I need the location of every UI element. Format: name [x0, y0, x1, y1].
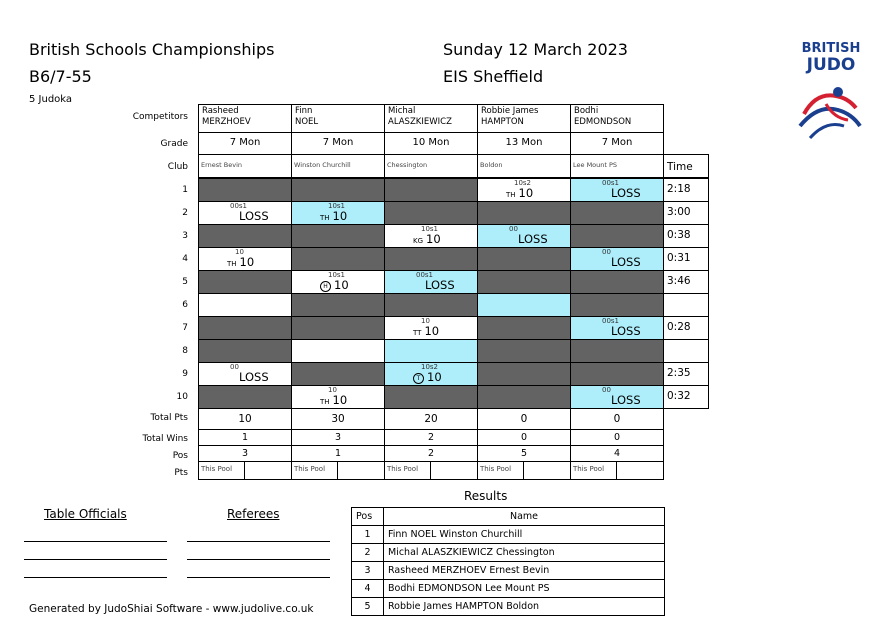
match-cell: [198, 316, 292, 340]
match-cell: [198, 293, 292, 317]
match-cell: [291, 362, 385, 386]
results-row: [352, 562, 665, 580]
competitor-last-name: HAMPTON: [481, 117, 524, 127]
match-result: [239, 209, 269, 223]
total-pts-value: 0: [570, 408, 664, 430]
match-time: 0:32: [663, 385, 709, 409]
technique-tag: TH: [320, 214, 330, 222]
match-cell: [291, 224, 385, 248]
match-cell: [570, 270, 664, 294]
match-cell: [570, 201, 664, 225]
competitor-grade: 7 Mon: [570, 132, 664, 155]
match-number: 10: [176, 392, 188, 402]
technique-tag: TH: [320, 398, 330, 406]
position-value: 5: [477, 445, 571, 462]
results-name: Rasheed MERZHOEV Ernest Bevin: [384, 562, 665, 580]
grade-label: Grade: [160, 139, 188, 149]
match-cell: [198, 362, 292, 386]
match-cell: [198, 339, 292, 363]
result-value: 10: [424, 324, 440, 338]
match-cell: [477, 270, 571, 294]
match-result: [506, 186, 533, 200]
match-cell: [477, 339, 571, 363]
match-cell: [384, 316, 478, 340]
match-score-detail: 10: [235, 248, 244, 256]
this-pool-cell: This Pool: [570, 461, 617, 480]
technique-tag: TH: [227, 260, 237, 268]
result-value: 10: [332, 209, 348, 223]
match-cell: [198, 224, 292, 248]
match-cell: [570, 293, 664, 317]
results-name: Bodhi EDMONDSON Lee Mount PS: [384, 580, 665, 598]
total-pts-value: 20: [384, 408, 478, 430]
competitor-name-cell: [198, 104, 292, 133]
footer-credit: Generated by JudoShiai Software - www.judolive.co.uk: [29, 603, 314, 615]
total-wins-label: Total Wins: [142, 434, 188, 444]
time-header: Time: [663, 154, 709, 178]
match-score-detail: 00s1: [602, 179, 620, 187]
match-result: [518, 232, 548, 246]
match-cell: [291, 178, 385, 202]
competitor-first-name: Finn: [295, 106, 313, 116]
match-cell: [291, 316, 385, 340]
match-cell: [384, 385, 478, 409]
match-number: 7: [182, 323, 188, 333]
result-value: 10: [427, 370, 442, 384]
match-number: 3: [182, 231, 188, 241]
results-pos: 1: [352, 526, 384, 544]
match-cell: [291, 293, 385, 317]
match-score-detail: 10s2: [514, 179, 532, 187]
result-value: 10: [332, 393, 348, 407]
match-result: [239, 370, 269, 384]
match-cell: [570, 339, 664, 363]
match-cell: [570, 316, 664, 340]
match-cell: [198, 270, 292, 294]
competitor-first-name: Robbie James: [481, 106, 539, 116]
match-cell: [291, 385, 385, 409]
total-pts-value: 0: [477, 408, 571, 430]
match-score-detail: 10: [421, 317, 430, 325]
result-value: LOSS: [611, 255, 641, 269]
match-cell: [570, 178, 664, 202]
competitor-first-name: Rasheed: [202, 106, 239, 116]
result-value: LOSS: [239, 370, 269, 384]
logo-line1: BRITISH: [801, 41, 861, 56]
competitor-club: Boldon: [477, 154, 571, 178]
event-venue: EIS Sheffield: [443, 67, 544, 86]
pos-label: Pos: [172, 451, 188, 461]
match-result: [320, 278, 349, 292]
match-cell: [291, 201, 385, 225]
competitor-name-cell: [570, 104, 664, 133]
competitor-name-cell: [477, 104, 571, 133]
match-number: 4: [182, 254, 188, 264]
match-score-detail: 10s1: [328, 202, 346, 210]
competitor-grade: 10 Mon: [384, 132, 478, 155]
competitor-grade: 7 Mon: [291, 132, 385, 155]
match-cell: [384, 247, 478, 271]
match-number: 1: [182, 185, 188, 195]
match-cell: [477, 178, 571, 202]
position-value: 4: [570, 445, 664, 462]
match-result: [611, 186, 641, 200]
match-cell: [384, 270, 478, 294]
match-cell: [477, 247, 571, 271]
match-result: [413, 324, 439, 338]
match-time: 0:38: [663, 224, 709, 248]
match-number: 6: [182, 300, 188, 310]
results-row: [352, 526, 665, 544]
competitor-first-name: Bodhi: [574, 106, 599, 116]
competitor-last-name: ALASZKIEWICZ: [388, 117, 452, 127]
match-cell: [198, 201, 292, 225]
competitor-name-cell: [291, 104, 385, 133]
results-pos: 3: [352, 562, 384, 580]
result-value: 10: [518, 186, 534, 200]
judo-figure-icon: [796, 74, 866, 146]
technique-tag: TT: [413, 329, 422, 337]
match-cell: [477, 224, 571, 248]
pool-points-cell: [523, 461, 571, 480]
match-time: 3:46: [663, 270, 709, 294]
result-value: LOSS: [518, 232, 548, 246]
results-name-header: Name: [384, 508, 665, 526]
match-number: 8: [182, 346, 188, 356]
competitor-last-name: MERZHOEV: [202, 117, 251, 127]
total-pts-value: 10: [198, 408, 292, 430]
match-time: [663, 293, 709, 317]
pool-points-cell: [244, 461, 292, 480]
competitor-club: Winston Churchill: [291, 154, 385, 178]
result-value: LOSS: [611, 186, 641, 200]
match-cell: [477, 201, 571, 225]
total-wins-value: 3: [291, 429, 385, 446]
results-header-row: [352, 508, 665, 526]
result-value: 10: [426, 232, 441, 246]
competitor-club: Lee Mount PS: [570, 154, 664, 178]
match-cell: [198, 178, 292, 202]
technique-tag: TH: [506, 191, 516, 199]
club-label: Club: [167, 162, 188, 172]
pool-points-cell: [616, 461, 664, 480]
match-result: [320, 209, 347, 223]
competitor-name-cell: [384, 104, 478, 133]
total-wins-value: 0: [477, 429, 571, 446]
match-time: 2:35: [663, 362, 709, 386]
results-name: Michal ALASZKIEWICZ Chessington: [384, 544, 665, 562]
match-result: [413, 232, 441, 246]
judoka-count: 5 Judoka: [29, 94, 73, 105]
match-time: 2:18: [663, 178, 709, 202]
result-value: LOSS: [425, 278, 455, 292]
match-cell: [384, 178, 478, 202]
match-result: [425, 278, 455, 292]
table-official-line: [24, 541, 167, 542]
technique-circle-icon: T: [413, 373, 424, 384]
match-cell: [570, 385, 664, 409]
pool-points-cell: [337, 461, 385, 480]
match-score-detail: 00s1: [602, 317, 620, 325]
match-result: [320, 393, 347, 407]
referees-label: Referees: [227, 507, 280, 521]
match-result: [611, 393, 641, 407]
match-score-detail: 00: [509, 225, 518, 233]
match-cell: [477, 362, 571, 386]
match-cell: [477, 293, 571, 317]
match-time: 0:28: [663, 316, 709, 340]
total-wins-value: 0: [570, 429, 664, 446]
position-value: 2: [384, 445, 478, 462]
match-cell: [198, 385, 292, 409]
match-cell: [384, 339, 478, 363]
results-pos-header: Pos: [352, 508, 384, 526]
results-row: [352, 598, 665, 616]
match-cell: [477, 316, 571, 340]
match-result: [227, 255, 254, 269]
result-value: LOSS: [239, 209, 269, 223]
this-pool-cell: This Pool: [477, 461, 524, 480]
competitors-label: Competitors: [132, 112, 188, 122]
results-name: Robbie James HAMPTON Boldon: [384, 598, 665, 616]
match-result: [611, 324, 641, 338]
this-pool-cell: This Pool: [291, 461, 338, 480]
pool-points-cell: [430, 461, 478, 480]
match-cell: [384, 224, 478, 248]
result-value: LOSS: [611, 393, 641, 407]
results-pos: 5: [352, 598, 384, 616]
match-number: 2: [182, 208, 188, 218]
result-value: LOSS: [611, 324, 641, 338]
match-score-detail: 00: [602, 386, 611, 394]
pts-label: Pts: [174, 468, 188, 478]
match-score-detail: 10s1: [328, 271, 346, 279]
results-table: [351, 507, 665, 616]
referee-line: [187, 541, 330, 542]
results-row: [352, 580, 665, 598]
result-value: 10: [239, 255, 255, 269]
results-pos: 2: [352, 544, 384, 562]
this-pool-cell: This Pool: [384, 461, 431, 480]
technique-tag: KG: [413, 237, 424, 245]
competitor-club: Ernest Bevin: [198, 154, 292, 178]
total-wins-value: 2: [384, 429, 478, 446]
competitor-last-name: NOEL: [295, 117, 319, 127]
technique-circle-icon: H: [320, 281, 331, 292]
match-score-detail: 00s1: [230, 202, 248, 210]
total-wins-value: 1: [198, 429, 292, 446]
match-number: 5: [182, 277, 188, 287]
match-score-detail: 10s1: [421, 225, 439, 233]
match-score-detail: 00s1: [416, 271, 434, 279]
table-officials-label: Table Officials: [44, 507, 127, 521]
results-title: Results: [464, 489, 508, 503]
match-time: 0:31: [663, 247, 709, 271]
competitor-first-name: Michal: [388, 106, 416, 116]
match-cell: [384, 201, 478, 225]
referee-line: [187, 559, 330, 560]
event-date: Sunday 12 March 2023: [443, 40, 628, 59]
match-cell: [384, 293, 478, 317]
competitor-grade: 13 Mon: [477, 132, 571, 155]
match-cell: [291, 270, 385, 294]
logo-line2: JUDO: [806, 55, 856, 75]
match-cell: [384, 362, 478, 386]
match-score-detail: 00: [230, 363, 239, 371]
total-pts-label: Total Pts: [150, 413, 188, 423]
referee-line: [187, 577, 330, 578]
match-cell: [291, 339, 385, 363]
table-official-line: [24, 559, 167, 560]
result-value: 10: [334, 278, 349, 292]
match-result: [611, 255, 641, 269]
match-cell: [198, 247, 292, 271]
match-cell: [570, 224, 664, 248]
position-value: 3: [198, 445, 292, 462]
position-value: 1: [291, 445, 385, 462]
match-score-detail: 10s2: [421, 363, 439, 371]
competitor-last-name: EDMONDSON: [574, 117, 632, 127]
british-judo-logo: [796, 42, 866, 150]
match-score-detail: 10: [328, 386, 337, 394]
match-result: [413, 370, 442, 384]
match-time: 3:00: [663, 201, 709, 225]
results-pos: 4: [352, 580, 384, 598]
total-pts-value: 30: [291, 408, 385, 430]
match-score-detail: 00: [602, 248, 611, 256]
category: B6/7-55: [29, 67, 92, 86]
match-number: 9: [182, 369, 188, 379]
competitor-club: Chessington: [384, 154, 478, 178]
match-cell: [570, 247, 664, 271]
results-name: Finn NOEL Winston Churchill: [384, 526, 665, 544]
this-pool-cell: This Pool: [198, 461, 245, 480]
table-official-line: [24, 577, 167, 578]
competitor-grade: 7 Mon: [198, 132, 292, 155]
match-time: [663, 339, 709, 363]
match-cell: [477, 385, 571, 409]
match-cell: [291, 247, 385, 271]
match-cell: [570, 362, 664, 386]
event-title: British Schools Championships: [29, 40, 275, 59]
results-row: [352, 544, 665, 562]
